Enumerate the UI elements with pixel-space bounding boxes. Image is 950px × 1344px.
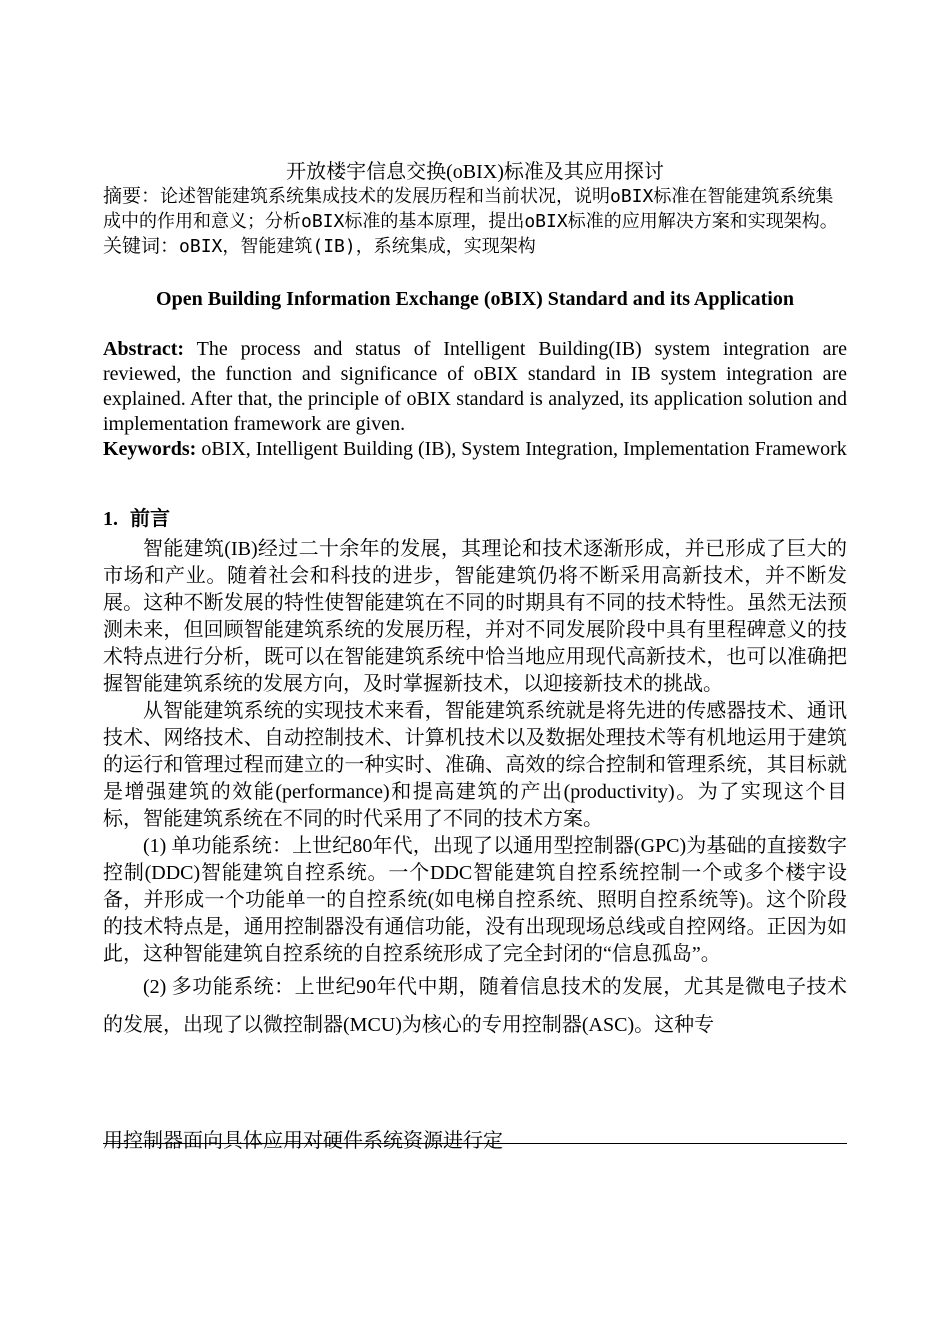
chinese-abstract [103,184,847,234]
document-body [103,160,847,1044]
english-keywords-label: Keywords: [103,438,197,460]
section-heading [103,506,847,532]
english-abstract-label: Abstract: [103,338,185,360]
chinese-keywords-label: 关键词： [103,235,180,257]
english-abstract-text: The process and status of Intelligent Building(IB) system integration are reviewed, the function and significance of oBIX standard in IB system integration are explained. After that, the principle of oBIX standard is analyzed, its application solution and implementation framework are given. [103,338,847,435]
chinese-keywords [103,234,847,259]
paragraph-1: 智能建筑(IB)经过二十余年的发展，其理论和技术逐渐形成，并已形成了巨大的市场和产业。随着社会和科技的进步，智能建筑仍将不断采用高新技术，并不断发展。这种不断发展的特性使智能建筑在不同的时期具有不同的技术特性。虽然无法预测未来，但回顾智能建筑系统的发展历程，并对不同发展阶段中具有里程碑意义的技术特点进行分析，既可以在智能建筑系统中恰当地应用现代高新技术，也可以准确把握智能建筑系统的发展方向，及时掌握新技术，以迎接新技术的挑战。 [103,538,847,695]
english-keywords-text: oBIX, Intelligent Building (IB), System Integration, Implementation Framework [196,438,847,460]
chinese-abstract-text: 论述智能建筑系统集成技术的发展历程和当前状况，说明oBIX标准在智能建筑系统集成中的作用和意义；分析oBIX标准的基本原理，提出oBIX标准的应用解决方案和实现架构。 [103,186,838,232]
english-title: Open Building Information Exchange (oBIX) Standard and its Application [156,288,794,310]
section-number: 1. [103,508,118,530]
paragraph-4: (2) 多功能系统：上世纪90年代中期，随着信息技术的发展，尤其是微电子技术的发展，出现了以微控制器(MCU)为核心的专用控制器(ASC)。这种专 [103,976,847,1036]
section-title: 前言 [130,508,170,530]
paragraph-2: 从智能建筑系统的实现技术来看，智能建筑系统就是将先进的传感器技术、通讯技术、网络技术、自动控制技术、计算机技术以及数据处理技术等有机地运用于建筑的运行和管理过程而建立的一种实时、准确、高效的综合控制和管理系统，其目标就是增强建筑的效能(performance)和提高建筑的产出(productivity)。为了实现这个目标，智能建筑系统在不同的时代采用了不同的技术方案。 [103,700,847,830]
chinese-abstract-label: 摘要： [103,185,161,207]
paragraph-3: (1) 单功能系统：上世纪80年代，出现了以通用型控制器(GPC)为基础的直接数字控制(DDC)智能建筑自控系统。一个DDC智能建筑自控系统控制一个或多个楼宇设备，并形成一个功能单一的自控系统(如电梯自控系统、照明自控系统等)。这个阶段的技术特点是，通用控制器没有通信功能，没有出现现场总线或自控网络。正因为如此，这种智能建筑自控系统的自控系统形成了完全封闭的“信息孤岛”。 [103,835,847,965]
english-keywords [103,437,847,462]
page-cut-rule [103,1143,847,1144]
truncated-line: 用控制器面向具体应用对硬件系统资源进行定 [103,1130,503,1152]
chinese-title: 开放楼宇信息交换(oBIX)标准及其应用探讨 [286,161,664,183]
chinese-keywords-text: oBIX，智能建筑(IB)，系统集成，实现架构 [179,236,536,257]
english-abstract [103,337,847,437]
